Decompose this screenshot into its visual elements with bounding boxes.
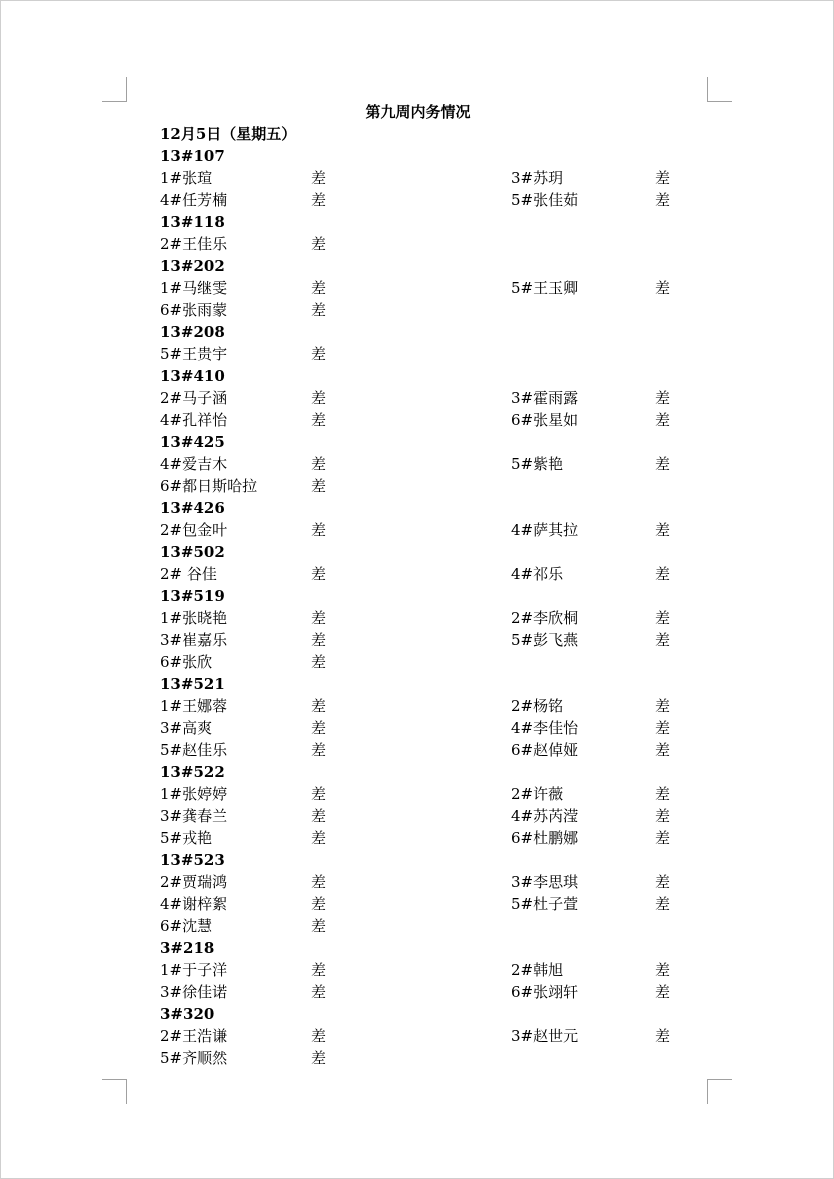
status-label: 差 [311, 609, 327, 627]
status-label: 差 [655, 697, 671, 715]
student-row [160, 233, 680, 255]
document-body [160, 101, 680, 1069]
student-row [160, 915, 680, 937]
student-name: 1#张婷婷 [160, 785, 228, 803]
student-name: 2#包金叶 [160, 521, 228, 539]
student-row [160, 453, 680, 475]
student-row [160, 167, 680, 189]
student-name: 4#爱吉木 [160, 455, 228, 473]
student-name: 3#崔嘉乐 [160, 631, 228, 649]
status-label: 差 [311, 477, 327, 495]
student-name: 5#齐顺然 [160, 1049, 228, 1067]
status-label: 差 [311, 917, 327, 935]
status-label: 差 [655, 807, 671, 825]
student-name: 1#马继雯 [160, 279, 228, 297]
student-name: 5#彭飞燕 [511, 631, 579, 649]
student-row [160, 783, 680, 805]
status-label: 差 [655, 565, 671, 583]
status-label: 差 [311, 565, 327, 583]
room-list [160, 145, 680, 1069]
status-label: 差 [655, 191, 671, 209]
room-heading: 13#425 [160, 433, 225, 451]
student-name: 4#李佳怡 [511, 719, 579, 737]
status-label: 差 [311, 521, 327, 539]
status-label: 差 [311, 961, 327, 979]
student-name: 2#李欣桐 [511, 609, 579, 627]
student-name: 6#张欣 [160, 653, 213, 671]
student-name: 2#韩旭 [511, 961, 564, 979]
room-heading: 13#107 [160, 147, 225, 165]
student-name: 1#张瑄 [160, 169, 213, 187]
student-row [160, 981, 680, 1003]
student-row [160, 299, 680, 321]
status-label: 差 [311, 785, 327, 803]
student-name: 6#都日斯哈拉 [160, 477, 258, 495]
student-name: 5#戎艳 [160, 829, 213, 847]
crop-mark-top-left [102, 77, 127, 102]
student-row [160, 607, 680, 629]
student-name: 1#王娜蓉 [160, 697, 228, 715]
room-heading: 3#218 [160, 939, 215, 957]
status-label: 差 [655, 961, 671, 979]
status-label: 差 [311, 169, 327, 187]
student-name: 6#赵倬娅 [511, 741, 579, 759]
room-heading: 13#522 [160, 763, 225, 781]
student-row [160, 189, 680, 211]
student-name: 2#王浩谦 [160, 1027, 228, 1045]
status-label: 差 [311, 279, 327, 297]
room-heading: 13#202 [160, 257, 225, 275]
status-label: 差 [655, 873, 671, 891]
room-heading: 13#208 [160, 323, 225, 341]
status-label: 差 [655, 741, 671, 759]
status-label: 差 [311, 191, 327, 209]
room-heading: 13#521 [160, 675, 225, 693]
student-row [160, 629, 680, 651]
crop-mark-bottom-right [707, 1079, 732, 1104]
student-name: 6#张雨蒙 [160, 301, 228, 319]
status-label: 差 [311, 807, 327, 825]
student-name: 1#张晓艳 [160, 609, 228, 627]
student-name: 3#高爽 [160, 719, 213, 737]
student-row [160, 519, 680, 541]
student-name: 6#沈慧 [160, 917, 213, 935]
student-name: 6#张星如 [511, 411, 579, 429]
student-name: 3#苏玥 [511, 169, 564, 187]
student-row [160, 651, 680, 673]
student-name: 5#张佳茹 [511, 191, 579, 209]
student-name: 5#赵佳乐 [160, 741, 228, 759]
status-label: 差 [311, 389, 327, 407]
status-label: 差 [655, 785, 671, 803]
student-name: 5#杜子萱 [511, 895, 579, 913]
student-name: 3#龚春兰 [160, 807, 228, 825]
student-name: 4#祁乐 [511, 565, 564, 583]
student-row [160, 563, 680, 585]
room-heading: 13#118 [160, 213, 225, 231]
status-label: 差 [311, 1049, 327, 1067]
student-name: 4#孔祥怡 [160, 411, 228, 429]
crop-mark-top-right [707, 77, 732, 102]
student-name: 2#杨铭 [511, 697, 564, 715]
status-label: 差 [311, 653, 327, 671]
student-name: 5#王玉卿 [511, 279, 579, 297]
crop-mark-bottom-left [102, 1079, 127, 1104]
status-label: 差 [311, 697, 327, 715]
room-heading: 13#410 [160, 367, 225, 385]
room-heading: 13#523 [160, 851, 225, 869]
student-row [160, 387, 680, 409]
student-row [160, 717, 680, 739]
student-row [160, 827, 680, 849]
status-label: 差 [655, 389, 671, 407]
student-name: 4#苏芮滢 [511, 807, 579, 825]
status-label: 差 [311, 345, 327, 363]
room-heading: 3#320 [160, 1005, 215, 1023]
student-name: 6#杜鹏娜 [511, 829, 579, 847]
student-row [160, 1047, 680, 1069]
student-row [160, 959, 680, 981]
status-label: 差 [655, 1027, 671, 1045]
status-label: 差 [655, 895, 671, 913]
status-label: 差 [311, 983, 327, 1001]
student-name: 4#谢梓絮 [160, 895, 228, 913]
page-title: 第九周内务情况 [365, 103, 471, 121]
status-label: 差 [311, 411, 327, 429]
status-label: 差 [655, 279, 671, 297]
student-row [160, 409, 680, 431]
room-heading: 13#426 [160, 499, 225, 517]
status-label: 差 [311, 455, 327, 473]
student-name: 2#许薇 [511, 785, 564, 803]
status-label: 差 [655, 411, 671, 429]
room-heading: 13#519 [160, 587, 225, 605]
student-row [160, 739, 680, 761]
student-name: 4#任芳楠 [160, 191, 228, 209]
status-label: 差 [311, 235, 327, 253]
student-name: 4#萨其拉 [511, 521, 579, 539]
student-name: 3#赵世元 [511, 1027, 579, 1045]
student-name: 2#马子涵 [160, 389, 228, 407]
student-row [160, 871, 680, 893]
status-label: 差 [311, 741, 327, 759]
status-label: 差 [655, 983, 671, 1001]
status-label: 差 [655, 631, 671, 649]
student-name: 1#于子洋 [160, 961, 228, 979]
status-label: 差 [655, 455, 671, 473]
student-row [160, 277, 680, 299]
status-label: 差 [655, 609, 671, 627]
date-heading: 12月5日（星期五） [160, 125, 297, 143]
student-name: 2# 谷佳 [160, 565, 217, 583]
status-label: 差 [655, 169, 671, 187]
student-name: 5#王贵宇 [160, 345, 228, 363]
status-label: 差 [311, 895, 327, 913]
status-label: 差 [311, 873, 327, 891]
student-row [160, 1025, 680, 1047]
student-row [160, 475, 680, 497]
status-label: 差 [655, 521, 671, 539]
student-row [160, 805, 680, 827]
student-name: 2#贾瑞鸿 [160, 873, 228, 891]
student-row [160, 695, 680, 717]
student-name: 2#王佳乐 [160, 235, 228, 253]
status-label: 差 [655, 719, 671, 737]
room-heading: 13#502 [160, 543, 225, 561]
status-label: 差 [655, 829, 671, 847]
student-name: 3#李思琪 [511, 873, 579, 891]
student-row [160, 343, 680, 365]
student-name: 3#霍雨露 [511, 389, 579, 407]
student-name: 3#徐佳诺 [160, 983, 228, 1001]
status-label: 差 [311, 631, 327, 649]
status-label: 差 [311, 1027, 327, 1045]
student-name: 5#紫艳 [511, 455, 564, 473]
student-row [160, 893, 680, 915]
status-label: 差 [311, 301, 327, 319]
student-name: 6#张翊轩 [511, 983, 579, 1001]
status-label: 差 [311, 829, 327, 847]
status-label: 差 [311, 719, 327, 737]
